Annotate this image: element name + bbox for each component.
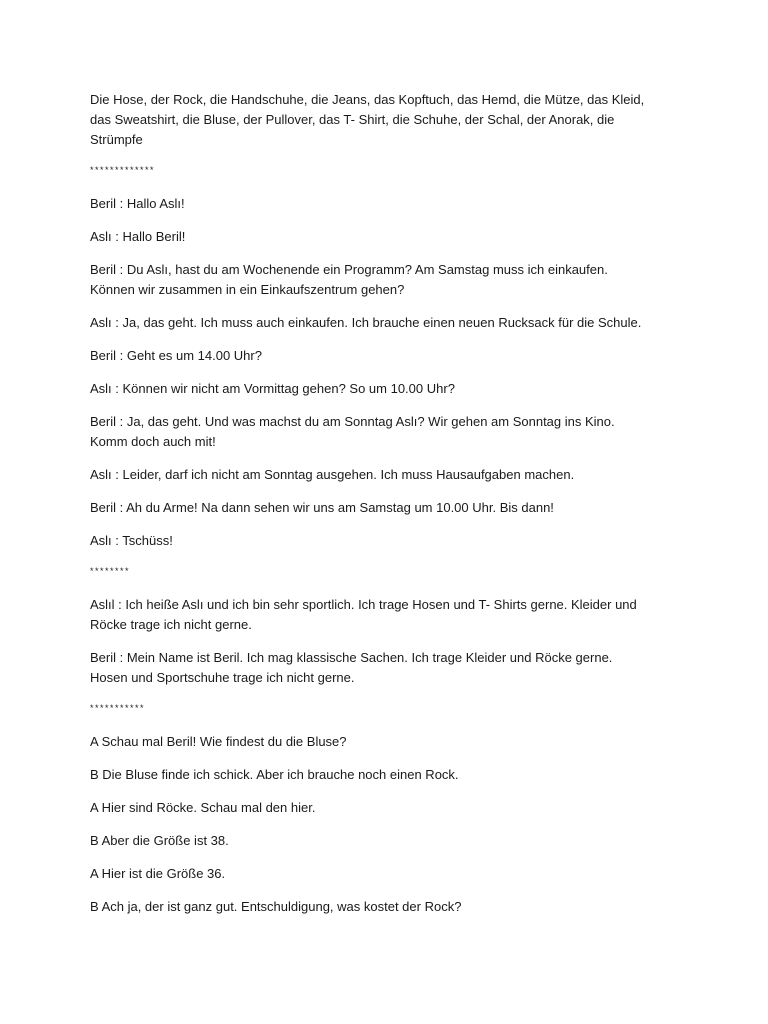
document-body	[90, 90, 650, 930]
separator: *************	[90, 165, 156, 175]
dialogue-line: Beril : Hallo Aslı!	[90, 196, 185, 211]
dialogue-line: B Die Bluse finde ich schick. Aber ich brauche noch einen Rock.	[90, 767, 459, 782]
dialogue-line: Beril : Ah du Arme! Na dann sehen wir uns am Samstag um 10.00 Uhr. Bis dann!	[90, 500, 554, 515]
profile-text: Aslıl : Ich heiße Aslı und ich bin sehr sportlich. Ich trage Hosen und T- Shirts gerne. Kleider und Röcke trage ich nicht gerne.	[90, 597, 637, 632]
dialogue-line: A Schau mal Beril! Wie findest du die Bluse?	[90, 734, 347, 749]
dialogue-line: Beril : Geht es um 14.00 Uhr?	[90, 348, 262, 363]
dialogue-line: Aslı : Können wir nicht am Vormittag gehen? So um 10.00 Uhr?	[90, 381, 455, 396]
dialogue-line: A Hier ist die Größe 36.	[90, 866, 226, 881]
profile-text: Beril : Mein Name ist Beril. Ich mag klassische Sachen. Ich trage Kleider und Röcke gerne. Hosen und Sportschuhe trage ich nicht gerne.	[90, 650, 613, 685]
dialogue-line: Aslı : Hallo Beril!	[90, 229, 186, 244]
dialogue-line: B Ach ja, der ist ganz gut. Entschuldigung, was kostet der Rock?	[90, 899, 462, 914]
separator: ********	[90, 566, 131, 576]
dialogue-line: Aslı : Leider, darf ich nicht am Sonntag ausgehen. Ich muss Hausaufgaben machen.	[90, 467, 575, 482]
separator: ***********	[90, 703, 146, 713]
vocabulary-list: Die Hose, der Rock, die Handschuhe, die Jeans, das Kopftuch, das Hemd, die Mütze, das Kleid, das Sweatshirt, die Bluse, der Pullover, das T- Shirt, die Schuhe, der Schal, der Anorak, die Strümpfe	[90, 92, 645, 147]
dialogue-line: Aslı : Tschüss!	[90, 533, 173, 548]
dialogue-line: Beril : Ja, das geht. Und was machst du am Sonntag Aslı? Wir gehen am Sonntag ins Kino. Komm doch auch mit!	[90, 414, 615, 449]
dialogue-line: Aslı : Ja, das geht. Ich muss auch einkaufen. Ich brauche einen neuen Rucksack für die Schule.	[90, 315, 642, 330]
dialogue-line: Beril : Du Aslı, hast du am Wochenende ein Programm? Am Samstag muss ich einkaufen. Können wir zusammen in ein Einkaufszentrum gehen?	[90, 262, 608, 297]
dialogue-line: A Hier sind Röcke. Schau mal den hier.	[90, 800, 316, 815]
dialogue-line: B Aber die Größe ist 38.	[90, 833, 229, 848]
